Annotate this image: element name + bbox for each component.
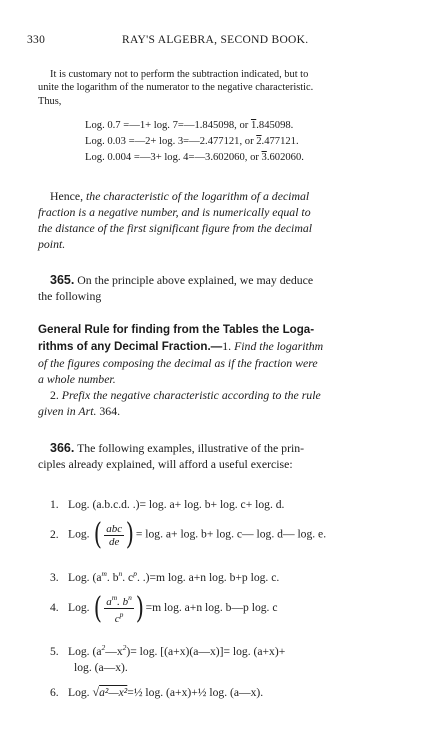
intro-paragraph: It is customary not to perform the subtraction indicated, but to unite the logarithm of the numerator to the negative characteristic. Thus, [38,69,314,107]
page-number: 330 [27,34,46,46]
example-5: 5. Log. $(a^2—x^2)= \log$. [(a+x)(a—x)]= log. (a+x)+ log. (a—x). [50,643,286,674]
example-6: 6. Log. √a²—x²=½ log. (a+x)+½ log. (a—x). [50,685,264,699]
section-366: 366. The following examples, illustrative of the prin- ciples already explained, will afford a useful exercise: [38,441,305,471]
log-row: Log. 0.004 =—3+ log. 4=—3.602060, or 3.602060. [85,152,304,163]
section-number: 366. [50,441,75,455]
running-title: RAY'S ALGEBRA, SECOND BOOK. [122,34,309,46]
log-row: Log. 0.7 =—1+ log. 7=—1.845098, or 1.845098. [85,120,294,131]
section-365: 365. On the principle above explained, we may deduce the following [38,273,314,303]
example-2: 2. Log. ( $\frac{\text{abc}}{de}$ ) = log. a+ log. b+ log. c— log. d— log. e. [50,517,327,552]
log-examples-table [85,118,415,166]
log-row: Log. 0.03 =—2+ log. 3=—2.477121, or 2.477121. [85,136,299,147]
section-number: 365. [50,273,75,287]
general-rule: General Rule for finding from the Tables the Loga- rithms of any Decimal Fraction.—1. Find the logarithm of the figures composing the decimal as if the fraction were a whole number. 2. Prefix the negative characteristic according to the rule given in Art. 364. [38,322,416,419]
example-1: 1. Log. (a.b.c.d. .)= log. a+ log. b+ log. c+ log. d. [50,498,285,511]
hence-paragraph: Hence, the characteristic of the logarithm of a decimal fraction is a negative number, and is numerically equal to the distance of the first significant figure from the decimal point. [38,189,313,251]
page-header [27,34,416,52]
example-3: 3. Log. ($a^m$. $b^n$. $c^p$. .)=m log. a+n log. b+p log. c. [50,569,280,584]
rule-heading: General Rule for finding from the Tables the Loga- [38,323,315,336]
example-4: 4. Log. ( $\frac{a^m. b^n}{c^p}$ ) =m log. a+n log. b—p log. c [50,590,278,626]
